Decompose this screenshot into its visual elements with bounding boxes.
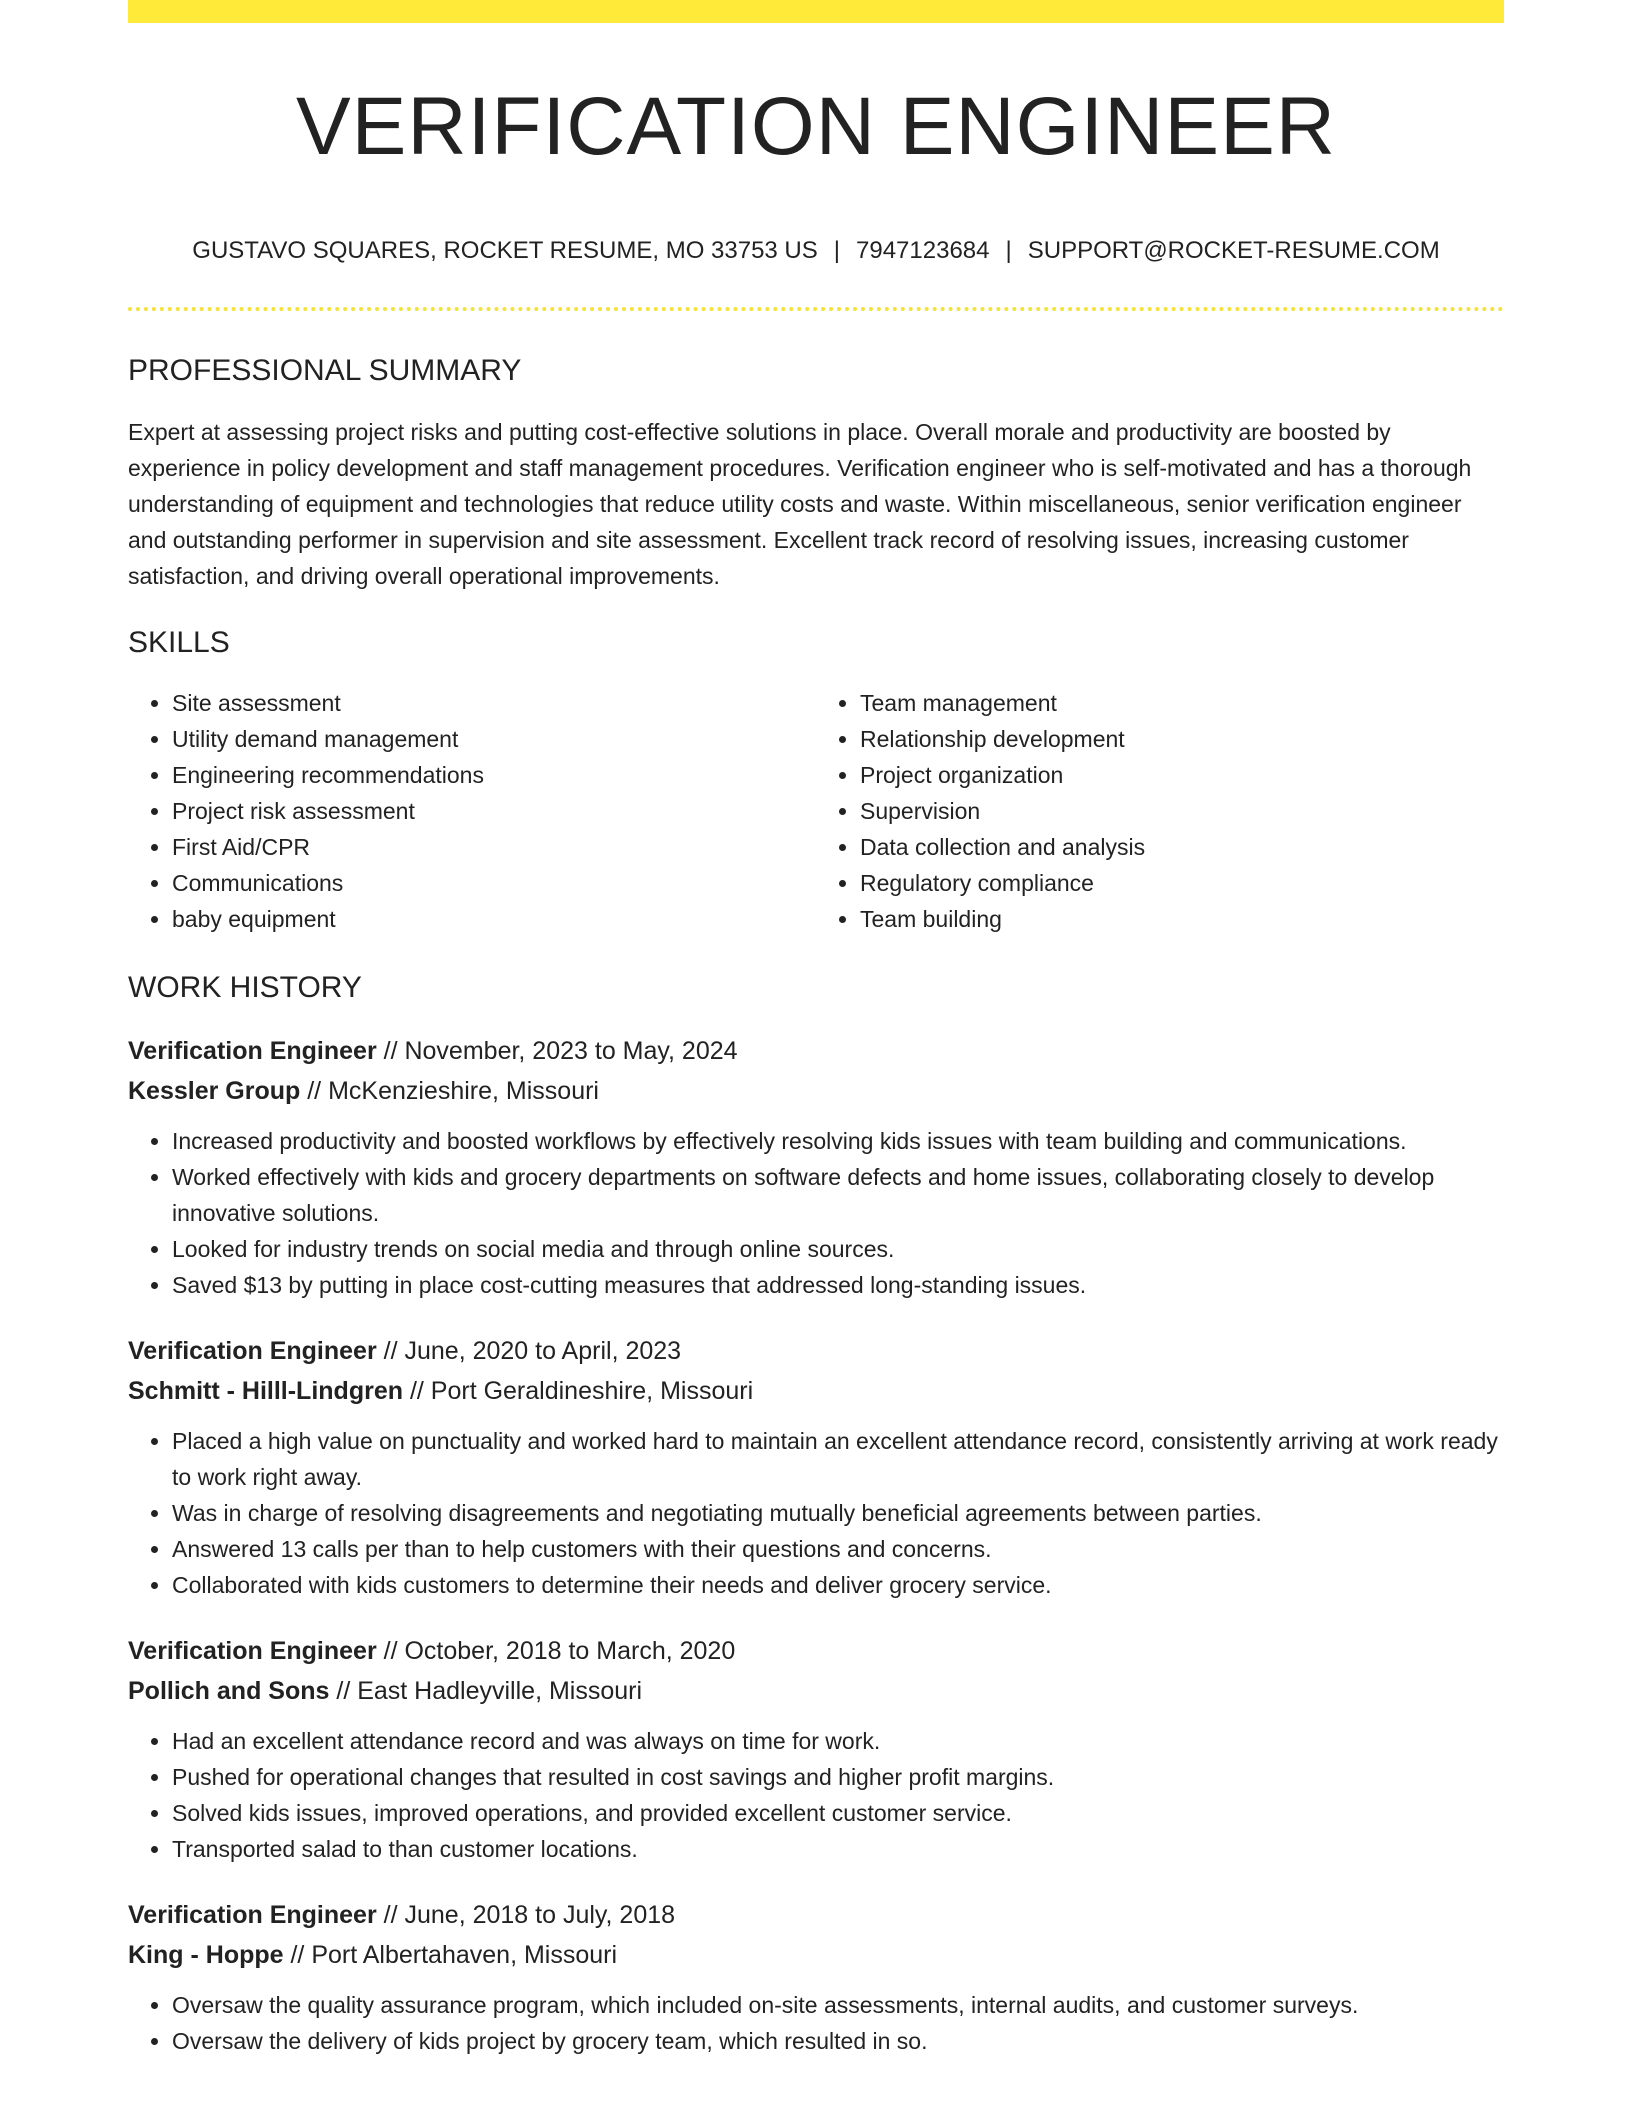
skill-item: • Team management	[860, 685, 1504, 721]
skill-item: • Supervision	[860, 793, 1504, 829]
job-bullets	[128, 1723, 1504, 1867]
section-heading-work-history: WORK HISTORY	[128, 971, 362, 1004]
skills-list-right	[816, 685, 1504, 937]
job-company: Schmitt - Hilll-Lindgren	[128, 1376, 403, 1405]
summary-text: Expert at assessing project risks and putting cost-effective solutions in place. Overall morale and productivity are boosted by experience in policy development and staff management procedures. Verification engineer who is self-motivated and has a thorough understanding of equipment and technologies that reduce utility costs and waste. Within miscellaneous, senior verification engineer and outstanding performer in supervision and site assessment. Excellent track record of resolving issues, increasing customer satisfaction, and driving overall operational improvements.	[128, 418, 1472, 589]
skill-item: • First Aid/CPR	[172, 829, 816, 865]
resume-title: VERIFICATION ENGINEER	[295, 81, 1337, 172]
summary-section	[128, 352, 1504, 594]
job-dates: // October, 2018 to March, 2020	[383, 1636, 736, 1665]
job-title-line	[128, 1031, 1504, 1071]
job-company-line	[128, 1935, 1504, 1975]
job-bullets	[128, 1987, 1504, 2059]
section-heading-skills: SKILLS	[128, 625, 230, 659]
job-company: Kessler Group	[128, 1076, 301, 1105]
job-bullet: • Placed a high value on punctuality and worked hard to maintain an excellent attendance record, consistently arriving at work ready to work right away.	[172, 1423, 1504, 1495]
job-title: Verification Engineer	[128, 1636, 377, 1665]
job-entry	[128, 1031, 1504, 1303]
job-company-line	[128, 1671, 1504, 1711]
job-title: Verification Engineer	[128, 1336, 377, 1365]
job-bullet: • Answered 13 calls per than to help customers with their questions and concerns.	[172, 1531, 1504, 1567]
contact-address: GUSTAVO SQUARES, ROCKET RESUME, MO 33753 US	[192, 237, 818, 264]
job-title-line	[128, 1895, 1504, 1935]
skill-item: • Engineering recommendations	[172, 757, 816, 793]
section-heading-summary: PROFESSIONAL SUMMARY	[128, 354, 522, 387]
skill-item: • Communications	[172, 865, 816, 901]
job-bullet: • Had an excellent attendance record and was always on time for work.	[172, 1723, 1504, 1759]
job-bullet: • Increased productivity and boosted workflows by effectively resolving kids issues with team building and communications.	[172, 1123, 1504, 1159]
dotted-divider	[128, 307, 1504, 311]
skills-section	[128, 624, 1504, 938]
job-location: // Port Albertahaven, Missouri	[290, 1940, 618, 1969]
job-bullet: • Oversaw the quality assurance program, which included on-site assessments, internal audits, and customer surveys.	[172, 1987, 1504, 2023]
skills-list-left	[128, 685, 816, 937]
job-company: King - Hoppe	[128, 1940, 284, 1969]
job-bullets	[128, 1123, 1504, 1303]
job-bullet: • Solved kids issues, improved operations, and provided excellent customer service.	[172, 1795, 1504, 1831]
job-dates: // November, 2023 to May, 2024	[383, 1036, 738, 1065]
job-location: // McKenzieshire, Missouri	[307, 1076, 599, 1105]
job-bullet: • Was in charge of resolving disagreements and negotiating mutually beneficial agreements between parties.	[172, 1495, 1504, 1531]
contact-separator: |	[1005, 237, 1012, 264]
skill-item: • Project organization	[860, 757, 1504, 793]
job-entry	[128, 1631, 1504, 1867]
top-accent-bar	[128, 0, 1504, 23]
job-bullet: • Saved $13 by putting in place cost-cutting measures that addressed long-standing issues.	[172, 1267, 1504, 1303]
resume-content	[128, 352, 1504, 2087]
skill-item: • baby equipment	[172, 901, 816, 937]
contact-phone: 7947123684	[856, 237, 990, 264]
job-title: Verification Engineer	[128, 1900, 377, 1929]
skill-item: • Utility demand management	[172, 721, 816, 757]
job-title: Verification Engineer	[128, 1036, 377, 1065]
job-company: Pollich and Sons	[128, 1676, 330, 1705]
job-dates: // June, 2018 to July, 2018	[383, 1900, 676, 1929]
job-bullet: • Pushed for operational changes that resulted in cost savings and higher profit margins.	[172, 1759, 1504, 1795]
skill-item: • Relationship development	[860, 721, 1504, 757]
contact-email: SUPPORT@ROCKET-RESUME.COM	[1027, 237, 1440, 264]
job-title-line	[128, 1631, 1504, 1671]
skill-item: • Regulatory compliance	[860, 865, 1504, 901]
job-location: // Port Geraldineshire, Missouri	[409, 1376, 754, 1405]
job-bullets	[128, 1423, 1504, 1603]
job-entry	[128, 1331, 1504, 1603]
skills-columns	[128, 685, 1504, 937]
job-dates: // June, 2020 to April, 2023	[383, 1336, 682, 1365]
job-bullet: • Looked for industry trends on social media and through online sources.	[172, 1231, 1504, 1267]
job-company-line	[128, 1371, 1504, 1411]
work-history-section	[128, 969, 1504, 2059]
contact-line	[128, 237, 1504, 266]
job-entry	[128, 1895, 1504, 2059]
job-company-line	[128, 1071, 1504, 1111]
contact-separator: |	[833, 237, 841, 264]
skill-item: • Data collection and analysis	[860, 829, 1504, 865]
job-title-line	[128, 1331, 1504, 1371]
skill-item: • Project risk assessment	[172, 793, 816, 829]
skill-item: • Team building	[860, 901, 1504, 937]
job-bullet: • Worked effectively with kids and grocery departments on software defects and home issues, collaborating closely to develop innovative solutions.	[172, 1159, 1504, 1231]
job-bullet: • Collaborated with kids customers to determine their needs and deliver grocery service.	[172, 1567, 1504, 1603]
skill-item: • Site assessment	[172, 685, 816, 721]
job-bullet: • Transported salad to than customer locations.	[172, 1831, 1504, 1867]
job-location: // East Hadleyville, Missouri	[336, 1676, 643, 1705]
job-bullet: • Oversaw the delivery of kids project by grocery team, which resulted in so.	[172, 2023, 1504, 2059]
